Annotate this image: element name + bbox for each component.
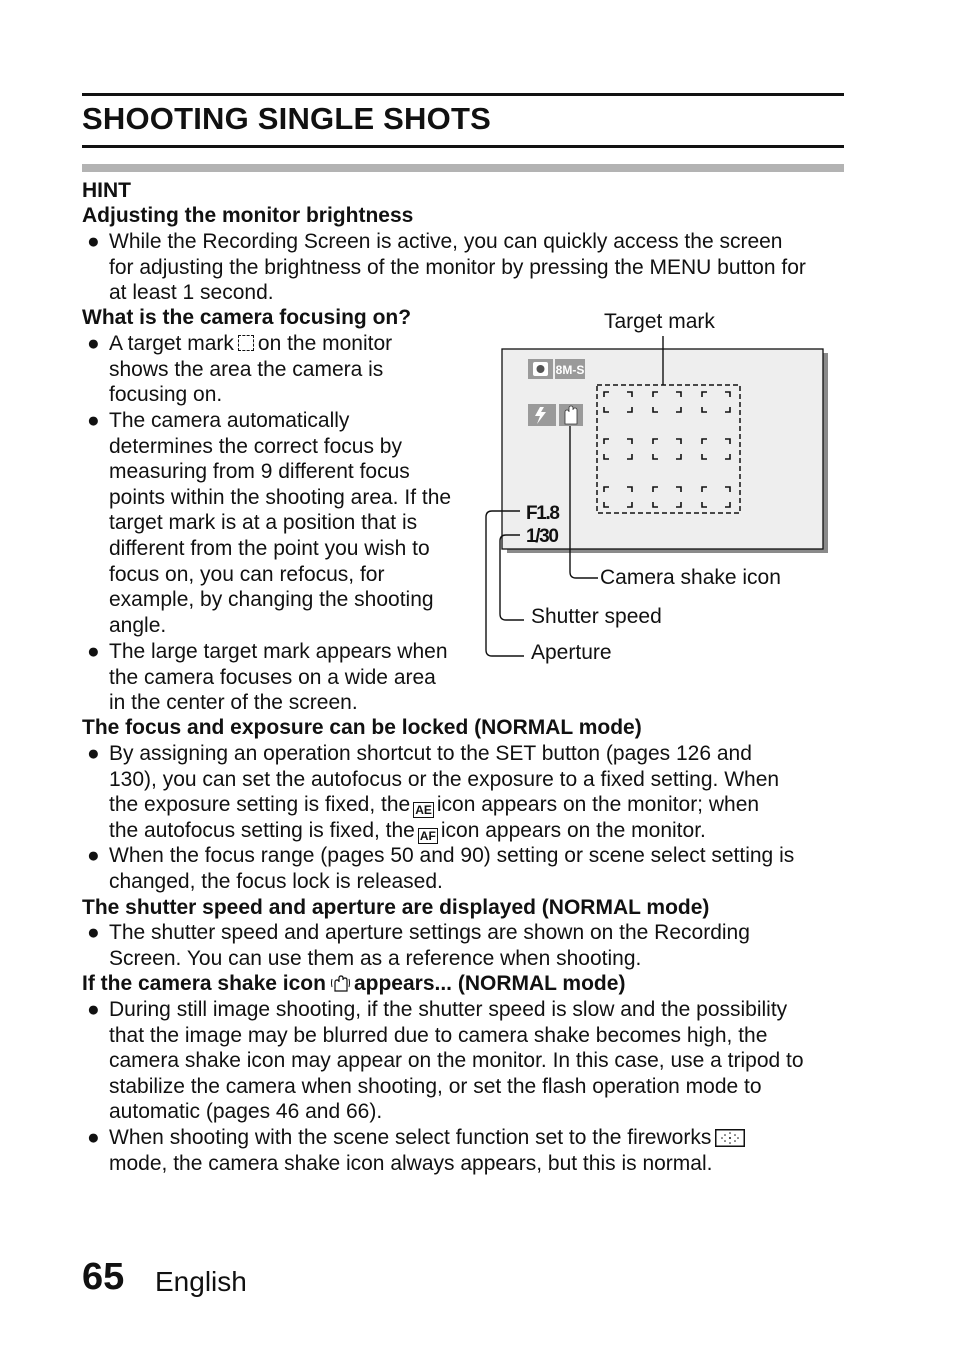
text-line: During still image shooting, if the shutter speed is slow and the possibility <box>109 998 788 1021</box>
camera-mode-icon <box>528 359 553 379</box>
text-line: the camera focuses on a wide area <box>109 665 436 689</box>
lock-bullet-1 <box>87 741 780 844</box>
target-mark-label: Target mark <box>604 310 715 333</box>
text-line: By assigning an operation shortcut to the SET button (pages 126 and <box>109 742 752 765</box>
text-line: at least 1 second. <box>109 281 274 305</box>
text-line: The large target mark appears when <box>109 640 448 663</box>
text-line: camera shake icon may appear on the monitor. In this case, use a tripod to <box>109 1049 804 1073</box>
text-line: measuring from 9 different focus <box>109 460 410 484</box>
text-line: changed, the focus lock is released. <box>109 869 443 893</box>
text-line <box>109 331 392 357</box>
focusing-heading: What is the camera focusing on? <box>82 306 412 329</box>
text-line <box>109 792 779 818</box>
text-line: that the image may be blurred due to camera shake becomes high, the <box>109 1023 768 1047</box>
text-fragment: icon appears on the monitor. <box>440 819 706 843</box>
text-line: points within the shooting area. If the <box>109 485 452 509</box>
shutter-speed-label: Shutter speed <box>531 605 662 628</box>
focusing-bullet-2 <box>87 408 452 638</box>
bullet-dot: ● <box>87 998 100 1021</box>
text-line: different from the point you wish to <box>109 536 430 560</box>
ae-lock-icon: AE <box>415 803 432 818</box>
text-line: focus on, you can refocus, for <box>109 562 385 586</box>
text-fragment: on the monitor <box>257 332 393 355</box>
text-fragment: A target mark <box>109 332 234 355</box>
page-title: SHOOTING SINGLE SHOTS <box>82 101 491 136</box>
text-line: The shutter speed and aperture settings are shown on the Recording <box>109 921 750 944</box>
page-number: 65 <box>82 1256 125 1298</box>
shake-heading <box>82 971 625 997</box>
aperture-value: F1.8 <box>526 503 560 524</box>
text-line: shows the area the camera is <box>109 357 384 381</box>
text-fragment: If the camera shake icon <box>82 972 326 995</box>
shake-bullet-2 <box>87 1125 749 1176</box>
bullet-dot: ● <box>87 230 100 253</box>
bullet-dot: ● <box>87 921 100 944</box>
text-line: While the Recording Screen is active, you can quickly access the screen <box>109 230 783 253</box>
text-line: for adjusting the brightness of the monitor by pressing the MENU button for <box>109 255 806 279</box>
bullet-dot: ● <box>87 742 100 765</box>
text-line: mode, the camera shake icon always appears, but this is normal. <box>109 1151 713 1175</box>
bullet-dot: ● <box>87 844 100 867</box>
bullet-dot: ● <box>87 332 100 355</box>
text-fragment: icon appears on the monitor; when <box>436 793 760 817</box>
text-fragment: the autofocus setting is fixed, the <box>109 819 415 843</box>
flash-icon <box>528 404 556 426</box>
text-line: example, by changing the shooting <box>109 588 434 612</box>
resolution-badge <box>555 359 585 379</box>
text-line <box>109 818 779 844</box>
text-line: angle. <box>109 613 167 637</box>
monitor-illustration <box>480 330 840 675</box>
lock-bullet-2 <box>87 843 795 894</box>
text-line: in the center of the screen. <box>109 691 358 715</box>
header-rule-bottom <box>82 145 844 148</box>
af-lock-icon: AF <box>419 829 436 844</box>
aperture-label: Aperture <box>531 641 612 664</box>
lock-heading: The focus and exposure can be locked (NORMAL mode) <box>82 716 642 739</box>
focusing-bullet-1 <box>87 331 393 408</box>
brightness-bullet <box>87 229 806 306</box>
text-fragment: the exposure setting is fixed, the <box>109 793 411 817</box>
svg-text:8M-S: 8M-S <box>555 363 585 377</box>
fireworks-icon <box>715 1129 745 1147</box>
shutter-bullet <box>87 920 750 971</box>
shutter-heading: The shutter speed and aperture are displayed (NORMAL mode) <box>82 896 710 919</box>
camera-shake-label: Camera shake icon <box>600 566 781 589</box>
language-label: English <box>155 1266 247 1297</box>
shake-bullet-1 <box>87 997 804 1125</box>
target-mark-icon <box>238 335 254 351</box>
text-line: 130), you can set the autofocus or the exposure to a fixed setting. When <box>109 767 780 791</box>
text-line: Screen. You can use them as a reference when shooting. <box>109 946 642 970</box>
hint-label: HINT <box>82 179 131 202</box>
shutter-value: 1/30 <box>526 526 559 547</box>
camera-shake-icon <box>559 404 583 426</box>
text-line: target mark is at a position that is <box>109 511 418 535</box>
brightness-heading: Adjusting the monitor brightness <box>82 204 414 227</box>
header-rule-top <box>82 93 844 96</box>
camera-shake-icon <box>330 973 350 993</box>
text-line: The camera automatically <box>109 409 350 432</box>
text-line: stabilize the camera when shooting, or set the flash operation mode to <box>109 1074 762 1098</box>
bullet-dot: ● <box>87 1126 100 1149</box>
bullet-dot: ● <box>87 640 100 663</box>
text-fragment: appears... (NORMAL mode) <box>353 972 626 995</box>
text-line: determines the correct focus by <box>109 434 402 458</box>
focusing-bullet-3 <box>87 639 448 716</box>
text-line: focusing on. <box>109 383 223 407</box>
text-line: automatic (pages 46 and 66). <box>109 1100 383 1124</box>
bullet-dot: ● <box>87 409 100 432</box>
text-fragment: When shooting with the scene select function set to the fireworks <box>109 1126 712 1149</box>
text-line <box>109 1125 749 1151</box>
text-line: When the focus range (pages 50 and 90) setting or scene select setting is <box>109 844 795 867</box>
section-divider <box>82 164 844 172</box>
